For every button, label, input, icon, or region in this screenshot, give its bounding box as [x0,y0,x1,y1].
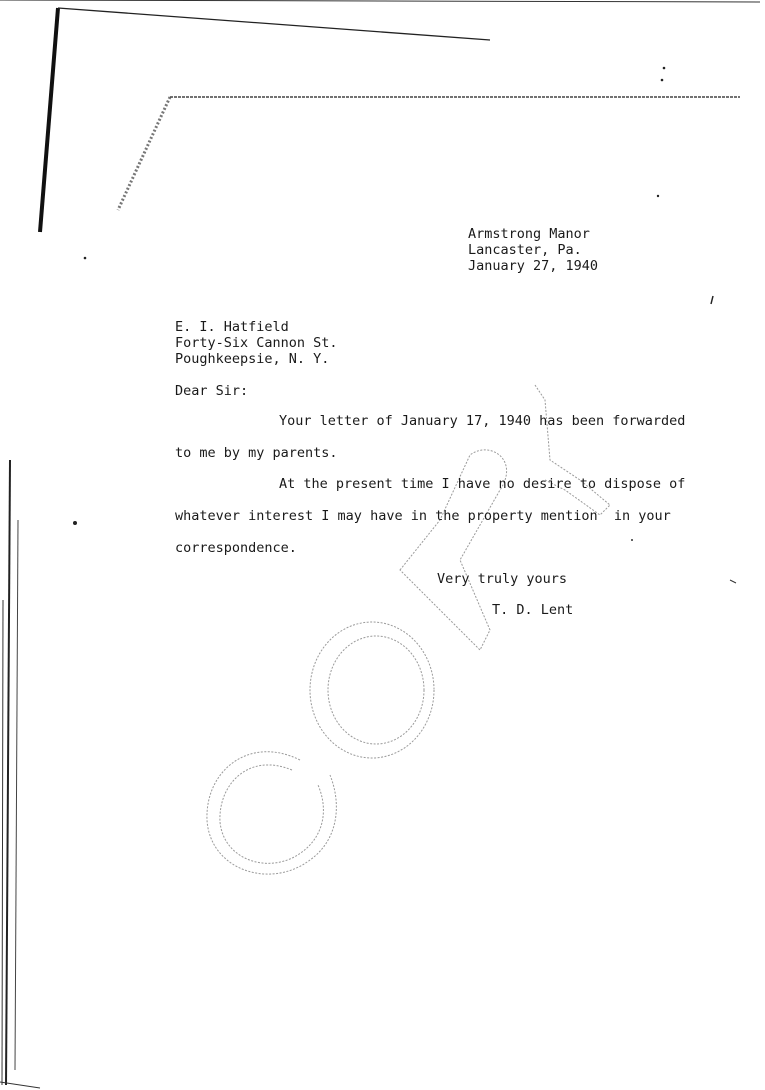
recipient-city: Poughkeepsie, N. Y. [175,351,330,367]
letter-date: January 27, 1940 [468,258,599,274]
return-address-line-1: Armstrong Manor [468,226,590,242]
body-line-5: correspondence. [175,540,297,556]
body-line-4: whatever interest I may have in the property mention in your [175,508,671,524]
salutation: Dear Sir: [175,383,249,399]
recipient-street: Forty-Six Cannon St. [175,335,338,351]
signature: T. D. Lent [492,602,574,618]
body-line-1: Your letter of January 17, 1940 has been forwarded [279,413,686,429]
body-line-3: At the present time I have no desire to dispose of [279,476,686,492]
return-address-line-2: Lancaster, Pa. [468,242,582,258]
recipient-name: E. I. Hatfield [175,319,289,335]
body-line-2: to me by my parents. [175,445,338,461]
closing: Very truly yours [437,571,568,587]
